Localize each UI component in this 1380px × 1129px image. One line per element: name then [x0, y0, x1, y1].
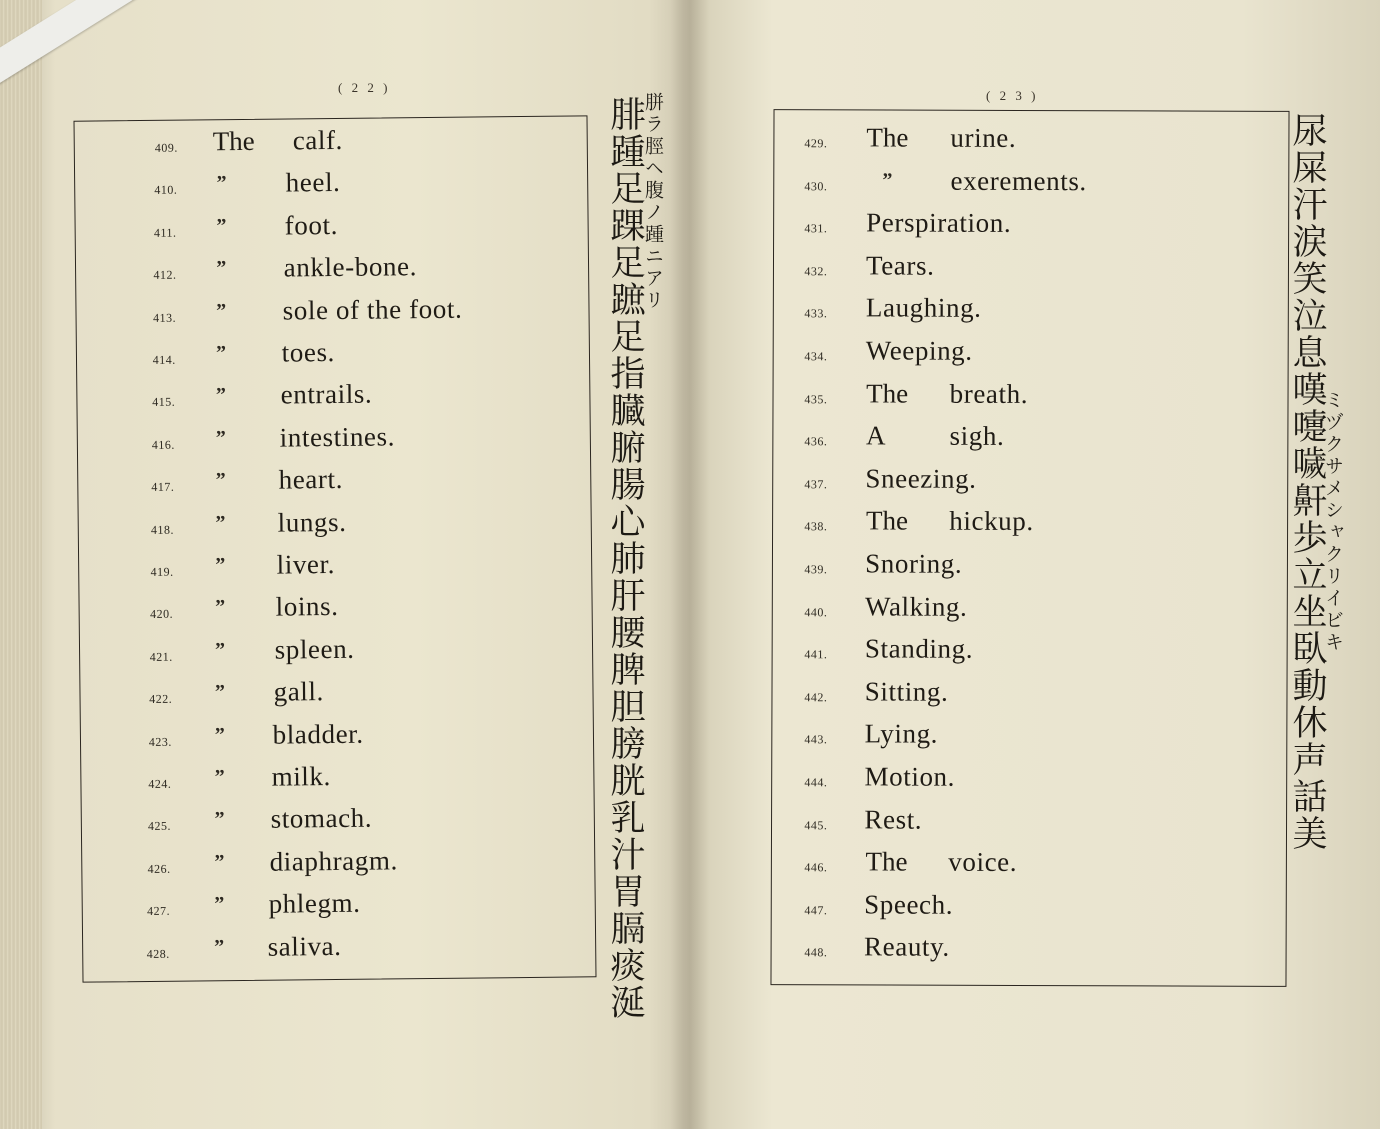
right-kanji-side-annotation: ミヅクサメシャクリイビキ: [1322, 390, 1344, 654]
book-gutter: [670, 0, 710, 1129]
entry-word: sigh.: [949, 420, 1005, 452]
entry-row: [76, 250, 588, 295]
entry-word: Tears.: [865, 250, 935, 281]
entry-row: [774, 122, 1288, 164]
entry-word: Rest.: [864, 804, 923, 835]
entry-prefix: The: [865, 846, 908, 877]
entry-word: phlegm.: [268, 887, 361, 919]
ditto-mark: ”: [215, 384, 227, 407]
entry-word: entrails.: [280, 378, 373, 410]
entry-row: [79, 504, 591, 549]
entry-prefix: The: [212, 125, 255, 157]
entry-number: 440.: [804, 604, 828, 619]
entry-row: [83, 928, 595, 973]
entry-word: Standing.: [864, 633, 974, 664]
left-kanji-side-annotation: 胼ラ脛ヘ腹ノ踵ニアリ: [642, 92, 664, 312]
entry-number: 432.: [804, 264, 828, 279]
entry-word: stomach.: [270, 803, 373, 835]
ditto-mark: ”: [216, 172, 227, 195]
entry-row: [773, 633, 1287, 675]
entry-row: [774, 335, 1288, 377]
entry-number: 430.: [804, 178, 828, 193]
entry-row: [77, 377, 589, 422]
right-kanji-annotation: 尿屎汗涙笑泣息嘆嚏噦鼾歩立坐臥動休声話美: [1287, 112, 1327, 852]
entry-number: 448.: [804, 945, 828, 960]
page-edges: [0, 0, 42, 1129]
ditto-mark: ”: [216, 214, 227, 238]
entry-number: 420.: [150, 607, 174, 622]
entry-row: [772, 761, 1286, 803]
ditto-mark: ”: [214, 723, 225, 746]
entry-number: 409.: [154, 140, 178, 155]
entry-number: 421.: [149, 649, 173, 664]
entry-row: [75, 207, 587, 252]
entry-word: sole of the foot.: [282, 293, 463, 326]
right-page-number: ( 2 3 ): [986, 88, 1039, 103]
ditto-mark: ”: [214, 893, 225, 916]
ditto-mark: ”: [214, 850, 225, 874]
entry-row: [772, 846, 1286, 888]
entry-word: liver.: [276, 549, 336, 580]
ditto-mark: ”: [882, 169, 893, 192]
entry-number: 413.: [153, 310, 177, 325]
entry-row: [81, 758, 593, 803]
entry-word: intestines.: [279, 421, 396, 453]
entry-word: saliva.: [267, 930, 342, 962]
ditto-mark: ”: [214, 808, 225, 831]
entry-row: [774, 207, 1288, 249]
entry-word: urine.: [950, 122, 1017, 153]
entry-number: 416.: [151, 437, 175, 452]
entry-row: [77, 334, 589, 379]
entry-row: [76, 292, 588, 337]
entry-number: 418.: [150, 522, 175, 537]
entry-word: Motion.: [864, 761, 956, 792]
entry-row: [772, 676, 1286, 718]
entry-row: [772, 889, 1286, 931]
entry-row: [80, 631, 592, 676]
entry-word: breath.: [949, 378, 1029, 409]
right-entry-list: [775, 110, 1289, 963]
ditto-mark: ”: [215, 554, 226, 577]
entry-number: 441.: [804, 647, 828, 662]
entry-number: 444.: [804, 775, 828, 790]
entry-number: 437.: [804, 477, 828, 492]
entry-row: [82, 801, 594, 846]
entry-number: 447.: [804, 903, 828, 918]
entry-number: 419.: [150, 564, 174, 579]
entry-number: 425.: [147, 819, 172, 834]
entry-word: spleen.: [274, 633, 355, 665]
entry-number: 424.: [148, 776, 172, 791]
entry-row: [774, 250, 1288, 292]
entry-word: Lying.: [864, 718, 939, 750]
entry-row: [773, 591, 1287, 633]
entry-prefix: The: [866, 378, 909, 409]
entry-number: 415.: [152, 395, 176, 410]
entry-row: [772, 931, 1286, 973]
entry-word: heart.: [278, 464, 344, 495]
entry-number: 439.: [804, 562, 828, 577]
entry-number: 414.: [152, 352, 176, 367]
entry-number: 431.: [804, 221, 828, 236]
entry-row: [83, 885, 595, 930]
entry-number: 427.: [147, 903, 171, 919]
entry-word: loins.: [275, 591, 339, 623]
entry-number: 417.: [151, 479, 175, 495]
entry-row: [79, 546, 591, 591]
entry-word: Weeping.: [865, 335, 973, 366]
ditto-mark: ”: [216, 299, 227, 322]
entry-row: [773, 378, 1287, 420]
entry-number: 412.: [153, 267, 177, 283]
entry-number: 443.: [804, 732, 828, 747]
entry-word: lungs.: [277, 506, 347, 538]
entry-row: [774, 165, 1288, 207]
entry-row: [81, 716, 593, 761]
ditto-mark: ”: [215, 342, 227, 365]
entry-number: 426.: [147, 861, 171, 876]
entry-prefix: A: [866, 420, 886, 451]
entry-number: 411.: [153, 225, 177, 240]
entry-row: [80, 673, 592, 718]
entry-row: [773, 505, 1287, 547]
entry-row: [773, 420, 1287, 462]
entry-word: ankle-bone.: [283, 251, 418, 283]
ditto-mark: ”: [215, 469, 226, 492]
entry-word: Perspiration.: [866, 207, 1012, 239]
entry-word: milk.: [271, 761, 332, 792]
entry-row: [772, 718, 1286, 760]
entry-row: [78, 462, 590, 507]
entry-number: 446.: [804, 860, 828, 875]
entry-number: 438.: [804, 519, 828, 534]
left-kanji-annotation: 腓踵足踝足蹠足指臓腑腸心肺肝腰脾胆膀胱乳汁胃膈痰涎: [605, 96, 645, 1021]
entry-word: exerements.: [950, 165, 1087, 196]
entry-word: diaphragm.: [269, 845, 398, 877]
entry-word: gall.: [273, 676, 325, 707]
left-page-number: ( 2 2 ): [338, 80, 391, 95]
entry-row: [75, 122, 587, 167]
entry-number: 428.: [146, 946, 170, 961]
entry-number: 445.: [804, 817, 828, 832]
ditto-mark: ”: [214, 638, 226, 662]
entry-word: bladder.: [272, 718, 364, 750]
ditto-mark: ”: [214, 681, 226, 704]
entry-word: Snoring.: [865, 548, 963, 579]
entry-word: toes.: [281, 336, 336, 368]
left-entry-list: [75, 116, 587, 962]
entry-number: 435.: [804, 391, 828, 406]
entry-word: hickup.: [949, 506, 1034, 537]
entry-row: [75, 165, 587, 210]
entry-number: 410.: [154, 183, 178, 198]
entry-word: Sitting.: [864, 676, 949, 707]
entry-number: 442.: [804, 690, 828, 705]
ditto-mark: ”: [215, 511, 226, 534]
entry-word: heel.: [285, 167, 341, 198]
entry-number: 429.: [804, 136, 828, 151]
ditto-mark: ”: [214, 766, 225, 789]
entry-row: [774, 292, 1288, 334]
entry-word: foot.: [284, 209, 339, 241]
entry-number: 433.: [804, 306, 828, 321]
entry-number: 436.: [804, 434, 828, 449]
entry-word: Laughing.: [865, 292, 982, 324]
entry-prefix: The: [865, 505, 909, 536]
ditto-mark: ”: [215, 426, 226, 450]
entry-number: 422.: [149, 691, 173, 707]
entry-number: 434.: [804, 349, 828, 364]
ditto-mark: ”: [215, 596, 226, 619]
right-page-frame: [770, 109, 1289, 987]
entry-row: [82, 843, 594, 888]
ditto-mark: ”: [216, 257, 227, 280]
entry-row: [79, 589, 591, 634]
left-page-frame: [74, 115, 597, 982]
entry-word: calf.: [292, 124, 344, 156]
ditto-mark: ”: [214, 935, 225, 958]
entry-row: [773, 463, 1287, 505]
entry-row: [773, 548, 1287, 590]
entry-number: 423.: [148, 734, 172, 749]
entry-word: Sneezing.: [865, 463, 977, 494]
entry-row: [78, 419, 590, 464]
entry-word: voice.: [948, 846, 1018, 878]
entry-word: Walking.: [865, 591, 968, 622]
entry-word: Reauty.: [864, 931, 950, 963]
entry-prefix: The: [866, 122, 909, 153]
entry-row: [772, 804, 1286, 846]
entry-word: Speech.: [864, 889, 954, 920]
